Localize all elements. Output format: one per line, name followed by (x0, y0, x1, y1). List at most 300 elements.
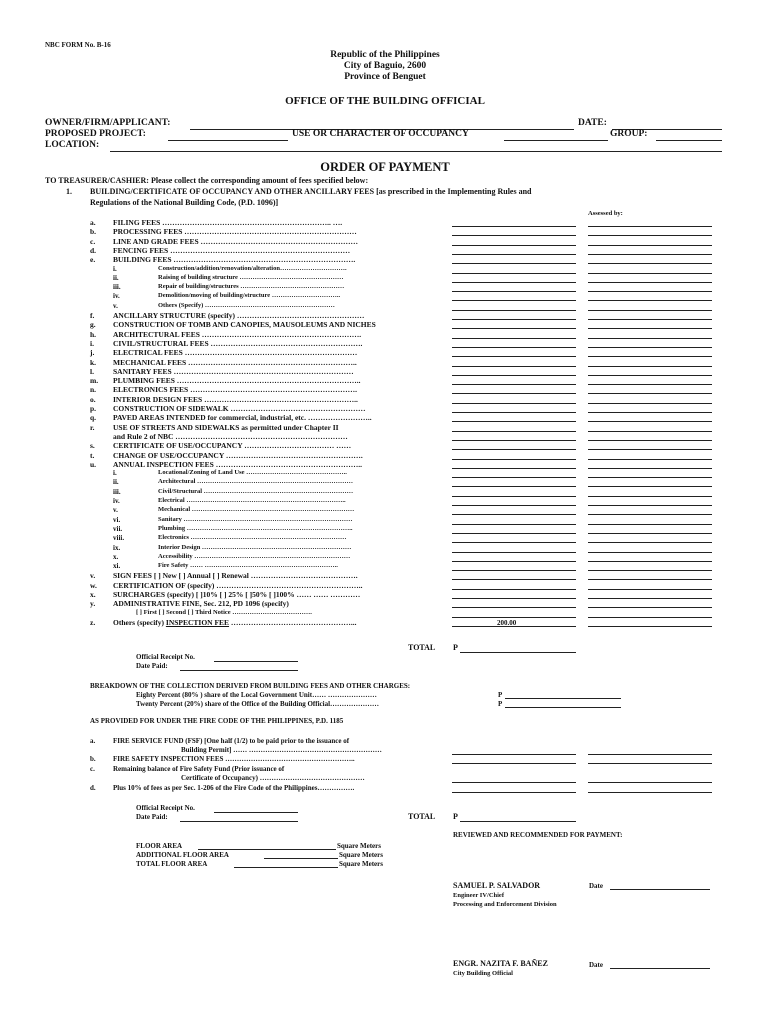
fee-amount-field[interactable] (452, 486, 576, 487)
fee-item-label (113, 358, 357, 367)
fee-amount-field[interactable] (452, 449, 576, 450)
fee-item-text: USE OF STREETS AND SIDEWALKS as permitted under Chapter II (113, 422, 339, 432)
assessed-by-field[interactable] (588, 486, 712, 487)
fee-item-text: CERTIFICATE OF USE/OCCUPANCY ……………………………… …… (113, 441, 352, 451)
assessed-by-field[interactable] (588, 254, 712, 255)
fee-item-label (113, 246, 350, 255)
fee-item-letter: h. (90, 329, 97, 339)
fire-code-title: AS PROVIDED FOR UNDER THE FIRE CODE OF THE PHILIPPINES, P.D. 1185 (90, 717, 344, 725)
total-floor-area-field[interactable] (234, 867, 338, 868)
fee-item-label (113, 311, 364, 320)
fee-item-text: SURCHARGES (specify) [ ]10% [ ] 25% [ ]50% [ ]100% …… …… ………… (113, 590, 361, 599)
floor-area-unit: Square Meters (337, 842, 381, 850)
fee-amount-field[interactable] (452, 468, 576, 469)
fee-item-label (158, 488, 353, 495)
fee-amount-field[interactable] (452, 366, 576, 367)
fee-item-label (136, 609, 312, 616)
fire-assessed-field[interactable] (588, 763, 712, 764)
fee-amount-field[interactable] (452, 617, 576, 618)
fire-amount-field[interactable] (452, 792, 576, 793)
assessed-by-field[interactable] (588, 589, 712, 590)
fee-amount-field[interactable] (452, 347, 576, 348)
fee-amount-field[interactable] (452, 505, 576, 506)
assessed-by-field[interactable] (588, 440, 712, 441)
total-floor-area-unit: Square Meters (339, 860, 383, 868)
assessed-by-field[interactable] (588, 356, 712, 357)
fee-amount-field[interactable] (452, 338, 576, 339)
fee-item-letter: c. (90, 236, 96, 246)
fire-total-peso-sign: P (453, 812, 458, 821)
signatory-1-date-label: Date (589, 882, 603, 890)
fee-item-letter: j. (90, 348, 95, 358)
fee-item-text: ELECTRONICS FEES …………………………………………………………. (113, 385, 357, 395)
assessed-by-field[interactable] (588, 375, 712, 376)
fee-item-letter: f. (90, 311, 95, 320)
fee-amount-field[interactable] (452, 310, 576, 311)
fee-item-text: Electronics ……………………………………………………………… (158, 534, 347, 542)
fee-item-underlined: INSPECTION FEE (165, 617, 230, 627)
assessed-by-field[interactable] (588, 226, 712, 227)
breakdown-obo-amount[interactable] (505, 707, 621, 708)
location-label: LOCATION: (45, 140, 100, 150)
fee-item-letter: iv. (113, 292, 120, 301)
assessed-by-field[interactable] (588, 524, 712, 525)
fee-item-text: Sanitary …………………………………………………………………… (158, 515, 353, 523)
assessed-by-field[interactable] (588, 579, 712, 580)
fee-item-label (113, 581, 363, 590)
fee-item-label (113, 255, 355, 264)
section-title-line2: Regulations of the National Building Code, (P.D. 1096)] (90, 198, 279, 207)
fee-item-text: Fire Safety …… …………………………………………………….. (158, 562, 338, 570)
fee-item-text: Construction/addition/renovation/alteration…………………………. (158, 264, 347, 272)
assessed-by-field[interactable] (588, 570, 712, 571)
fee-item-letter: vi. (113, 515, 121, 524)
fee-item-letter: ii. (113, 273, 119, 282)
fee-item-label (113, 385, 357, 394)
fire-assessed-field[interactable] (588, 754, 712, 755)
fee-item-text: LINE AND GRADE FEES ……………………………………………………… (113, 236, 359, 246)
inspection-fee-amount: 200.00 (497, 618, 517, 627)
assessed-by-field[interactable] (588, 459, 712, 460)
breakdown-title: BREAKDOWN OF THE COLLECTION DERIVED FROM BUILDING FEES AND OTHER CHARGES: (90, 682, 411, 690)
fee-item-label (158, 302, 335, 309)
fee-amount-field[interactable] (452, 254, 576, 255)
fee-item-letter: m. (90, 376, 99, 386)
fee-item-label (113, 330, 361, 339)
fee-item-letter: a. (90, 218, 96, 227)
fee-item-label (113, 423, 339, 432)
fire-item-letter: b. (90, 755, 96, 763)
floor-area-label: FLOOR AREA (136, 842, 183, 850)
fee-item-letter: b. (90, 227, 97, 237)
fee-item-label (113, 441, 351, 450)
fee-item-text: PAVED AREAS INTENDED for commercial, industrial, etc. …………………….. (113, 413, 372, 423)
assessed-by-field[interactable] (588, 291, 712, 292)
fire-item-letter: c. (90, 765, 95, 773)
official-receipt-field[interactable] (214, 661, 298, 662)
assessed-by-field[interactable] (588, 235, 712, 236)
owner-label: OWNER/FIRM/APPLICANT: (45, 118, 171, 128)
fire-assessed-field[interactable] (588, 792, 712, 793)
fee-item-label (113, 590, 360, 599)
fee-item-letter: iii. (113, 283, 121, 292)
assessed-by-field[interactable] (588, 384, 712, 385)
header-republic: Republic of the Philippines (330, 50, 440, 60)
fee-item-label (158, 292, 340, 299)
fee-item-letter: e. (90, 255, 96, 265)
section-title-line1: BUILDING/CERTIFICATE OF OCCUPANCY AND OTHER ANCILLARY FEES [as prescribed in the Implementing Rules and (90, 187, 532, 196)
reviewed-recommended-label: REVIEWED AND RECOMMENDED FOR PAYMENT: (453, 831, 623, 839)
assessed-by-label: Assessed by: (588, 210, 623, 217)
fee-item-text: Plumbing ………………………………………………………………….. (158, 524, 353, 532)
fee-amount-field[interactable] (452, 459, 576, 460)
fee-item-text: CONSTRUCTION OF SIDEWALK ……………………………………………… (113, 404, 366, 413)
fee-item-letter: xi. (113, 562, 121, 571)
fee-item-text: FENCING FEES ……………………………………………………………… (113, 245, 351, 255)
fee-item-letter: d. (90, 245, 97, 255)
fire-item-label: Plus 10% of fees as per Sec. 1-206 of the Fire Code of the Philippines……………. (113, 784, 355, 792)
fee-item-letter: p. (90, 404, 97, 413)
fee-amount-field[interactable] (452, 477, 576, 478)
fee-item-text: Mechanical ………………………………………………………………… (158, 506, 355, 514)
fee-item-letter: q. (90, 413, 97, 423)
fee-amount-field[interactable] (452, 245, 576, 246)
assessed-by-field[interactable] (588, 477, 712, 478)
assessed-by-field[interactable] (588, 552, 712, 553)
breakdown-lgu-amount[interactable] (505, 698, 621, 699)
assessed-by-field[interactable] (588, 273, 712, 274)
fee-item-letter: ii. (113, 478, 119, 487)
fee-amount-field[interactable] (452, 291, 576, 292)
location-field[interactable] (110, 151, 722, 152)
fee-item-text: ARCHITECTURAL FEES ………………………………………………………. (113, 329, 362, 339)
fee-item-letter: t. (90, 450, 95, 460)
fee-amount-field[interactable] (452, 384, 576, 385)
assessed-by-field[interactable] (588, 347, 712, 348)
fee-item-leader: …………………………………………... (229, 617, 357, 627)
total-floor-area-label: TOTAL FLOOR AREA (136, 860, 208, 868)
fee-item-label (158, 534, 347, 541)
group-label: GROUP: (610, 129, 648, 139)
fee-item-text: CERTIFICATION OF (specify) ………………………………………………….. (113, 580, 363, 590)
fee-item-label (113, 227, 357, 236)
fee-amount-field[interactable] (452, 393, 576, 394)
fire-amount-field[interactable] (452, 763, 576, 764)
fee-item-text: [ ] First [ ] Second [ ] Third Notice ………………………………. (136, 608, 312, 616)
fire-amount-field[interactable] (452, 782, 576, 783)
fee-item-label (113, 339, 362, 348)
assessed-by-field[interactable] (588, 393, 712, 394)
fee-item-letter: g. (90, 320, 96, 330)
assessed-by-field[interactable] (588, 542, 712, 543)
fee-item-letter: i. (113, 264, 117, 273)
fire-item-label-cont: Building Permit] …… ………………………………………………… (181, 746, 382, 754)
assessed-by-field[interactable] (588, 496, 712, 497)
signatory-1-name: SAMUEL P. SALVADOR (453, 881, 541, 890)
assessed-by-field[interactable] (588, 412, 712, 413)
fee-item-label (113, 460, 362, 469)
fee-item-text: Interior Design …………………………………………………………… (158, 543, 352, 551)
fee-item-text: SANITARY FEES ……………………………………………………………… (113, 366, 354, 376)
fee-item-text: ANNUAL INSPECTION FEES ………………………………………………….. (113, 459, 362, 469)
assessed-by-field[interactable] (588, 338, 712, 339)
total-label: TOTAL (408, 643, 436, 652)
assessed-by-field[interactable] (588, 328, 712, 329)
fee-item-label (158, 478, 353, 485)
assessed-by-field[interactable] (588, 561, 712, 562)
floor-area-field[interactable] (198, 849, 336, 850)
date-paid-label: Date Paid: (136, 662, 168, 670)
fee-item-text: Architectural ……………………………………………………………… (158, 478, 354, 486)
fee-item-label (158, 516, 352, 523)
fee-item-label (158, 506, 354, 513)
use-occupancy-field[interactable] (504, 140, 608, 141)
fire-item-label-cont: Certificate of Occupancy) ……………………………………… (181, 774, 365, 782)
signatory-1-division: Processing and Enforcement Division (453, 901, 557, 908)
fee-amount-field[interactable] (452, 533, 576, 534)
fee-item-text: Locational/Zoning of Land Use ……………………………………….. (158, 469, 347, 477)
fee-item-label (158, 274, 344, 281)
fee-amount-field[interactable] (452, 282, 576, 283)
fee-item-label (113, 348, 357, 357)
fee-amount-field[interactable] (452, 403, 576, 404)
breakdown-lgu-share: Eighty Percent (80% ) share of the Local Government Unit…… ………………… (136, 691, 377, 699)
fee-amount-field[interactable] (452, 375, 576, 376)
fee-item-letter: v. (113, 506, 118, 515)
signatory-1-title: Engineer IV/Chief (453, 892, 504, 899)
fee-amount-field[interactable] (452, 412, 576, 413)
fee-item-letter: iv. (113, 497, 120, 505)
fee-amount-field[interactable] (452, 226, 576, 227)
fee-item-label (113, 218, 342, 227)
fee-item-label (158, 553, 350, 560)
fee-item-text: CIVIL/STRUCTURAL FEES ……………………………………………………. (113, 338, 363, 348)
use-occupancy-label: USE OR CHARACTER OF OCCUPANCY (292, 129, 469, 139)
assessed-by-field[interactable] (588, 310, 712, 311)
fire-date-paid-field[interactable] (180, 821, 298, 822)
fee-item-label (158, 544, 351, 551)
section-number: 1. (66, 187, 72, 196)
fee-item-label (113, 404, 365, 413)
signatory-2-date-field[interactable] (610, 968, 710, 969)
fee-amount-field[interactable] (452, 542, 576, 543)
fee-item-text: PROCESSING FEES …………………………………………………………… (113, 227, 357, 237)
assessed-by-field[interactable] (588, 431, 712, 432)
fee-item-text: MECHANICAL FEES ………………………………………………………….. (113, 357, 357, 367)
fee-item-letter: w. (90, 580, 97, 590)
fee-item-text: and Rule 2 of NBC …………………………………………………………… (113, 431, 348, 441)
assessed-by-field[interactable] (588, 514, 712, 515)
fee-item-label (158, 525, 352, 532)
fee-item-letter: y. (90, 599, 96, 609)
breakdown-lgu-peso: P (498, 691, 503, 699)
date-label: DATE: (578, 118, 607, 128)
fee-item-letter: i. (90, 338, 94, 348)
fee-item-text: Others (Specify) …………………………………………………… (158, 301, 335, 309)
fee-item-text: Raising of building structure ………………………………………… (158, 273, 344, 281)
instruction-text: TO TREASURER/CASHIER: Please collect the corresponding amount of fees specified below: (45, 176, 369, 185)
order-of-payment-title: ORDER OF PAYMENT (320, 160, 450, 174)
fee-item-label (113, 451, 363, 460)
fee-item-letter: u. (90, 459, 97, 469)
assessed-by-field[interactable] (588, 533, 712, 534)
fee-item-label (158, 562, 338, 569)
assessed-by-field[interactable] (588, 263, 712, 264)
fee-amount-field[interactable] (452, 235, 576, 236)
fire-date-paid-label: Date Paid: (136, 813, 168, 821)
fee-item-letter: n. (90, 385, 97, 395)
fee-item-letter: iii. (113, 487, 121, 496)
fire-item-label: FIRE SAFETY INSPECTION FEES ……………………………………………….. (113, 755, 355, 763)
additional-floor-area-label: ADDITIONAL FLOOR AREA (136, 851, 229, 859)
fee-item-text: BUILDING FEES ………………………………………………………………. (113, 255, 356, 265)
fee-item-label (158, 469, 347, 476)
group-field[interactable] (656, 140, 722, 141)
assessed-by-field[interactable] (588, 421, 712, 422)
assessed-by-field[interactable] (588, 366, 712, 367)
fee-amount-field[interactable] (452, 431, 576, 432)
fee-amount-field[interactable] (452, 300, 576, 301)
fee-item-letter: v. (113, 301, 118, 310)
header-province: Province of Benguet (344, 72, 426, 82)
form-number: NBC FORM No. B-16 (45, 41, 111, 49)
fee-item-text: Civil/Structural …………………………………………………………… (158, 487, 354, 495)
fire-item-label: Remaining balance of Fire Safety Fund (Prior issuance of (113, 765, 285, 773)
fee-amount-field[interactable] (452, 524, 576, 525)
fee-item-label (113, 413, 372, 422)
breakdown-obo-peso: P (498, 700, 503, 708)
fee-item-text: ANCILLARY STRUCTURE (specify) …………………………………………… (113, 311, 365, 320)
assessed-by-field[interactable] (588, 626, 712, 627)
fee-amount-field[interactable] (452, 421, 576, 422)
fee-item-text: Demolition/moving of building/structure ………………………….. (158, 292, 341, 300)
assessed-by-field[interactable] (588, 449, 712, 450)
fee-item-label (113, 237, 358, 246)
signatory-1-date-field[interactable] (610, 889, 710, 890)
fee-item-letter: z. (90, 617, 96, 627)
fee-item-letter: o. (90, 394, 96, 404)
assessed-by-field[interactable] (588, 607, 712, 608)
project-label: PROPOSED PROJECT: (45, 129, 146, 139)
fee-amount-field[interactable] (452, 579, 576, 580)
fee-item-letter: r. (90, 422, 95, 432)
fee-amount-field[interactable] (452, 328, 576, 329)
fee-item-letter: i. (113, 469, 117, 478)
assessed-by-field[interactable] (588, 617, 712, 618)
assessed-by-field[interactable] (588, 468, 712, 469)
assessed-by-field[interactable] (588, 598, 712, 599)
fee-item-text: PLUMBING FEES ……………………………………………………………….. (113, 376, 361, 386)
additional-floor-area-unit: Square Meters (339, 851, 383, 859)
fee-item-label (113, 395, 358, 404)
fee-item-label (113, 432, 348, 441)
fire-total-amount-field[interactable] (460, 821, 576, 822)
fee-item-letter: viii. (113, 534, 125, 543)
assessed-by-field[interactable] (588, 505, 712, 506)
fee-item-text: Others (specify) (113, 617, 166, 627)
signatory-2-date-label: Date (589, 961, 603, 969)
assessed-by-field[interactable] (588, 319, 712, 320)
fee-item-letter: x. (90, 590, 96, 599)
fee-item-text: Electrical ……………………………………………………………….. (158, 497, 346, 504)
fee-item-text: Repair of building/structures ………………………………………… (158, 283, 345, 291)
fee-item-letter: vii. (113, 524, 123, 533)
fee-item-label (158, 265, 347, 272)
signatory-2-name: ENGR. NAZITA F. BAÑEZ (453, 959, 548, 968)
fee-item-letter: x. (113, 552, 119, 561)
fee-item-label (158, 283, 344, 290)
assessed-by-field[interactable] (588, 300, 712, 301)
fee-item-text: ELECTRICAL FEES …………………………………………………………… (113, 348, 358, 358)
fee-item-label (113, 320, 376, 329)
additional-floor-area-field[interactable] (264, 858, 338, 859)
fee-item-text: FILING FEES ………………………………………………………….. …. (113, 218, 343, 227)
fire-item-letter: a. (90, 737, 96, 745)
fire-item-letter: d. (90, 784, 96, 792)
fee-item-label (113, 599, 289, 608)
fee-item-text: CONSTRUCTION OF TOMB AND CANOPIES, MAUSOLEUMS AND NICHES (113, 320, 376, 330)
date-paid-field[interactable] (180, 670, 298, 671)
fee-item-label (113, 618, 357, 627)
fire-assessed-field[interactable] (588, 782, 712, 783)
total-amount-field[interactable] (460, 652, 576, 653)
signatory-2-title: City Building Official (453, 970, 513, 977)
project-field[interactable] (168, 140, 288, 141)
assessed-by-field[interactable] (588, 282, 712, 283)
fee-amount-field[interactable] (452, 440, 576, 441)
assessed-by-field[interactable] (588, 245, 712, 246)
fee-item-text: SIGN FEES [ ] New [ ] Annual [ ] Renewal ……………………………………. (113, 571, 358, 581)
fee-item-letter: v. (90, 571, 96, 581)
assessed-by-field[interactable] (588, 403, 712, 404)
fire-total-label: TOTAL (408, 812, 436, 821)
fee-amount-field[interactable] (452, 514, 576, 515)
fee-item-text: Accessibility ……………………………………………………………… (158, 552, 351, 560)
fee-item-text: CHANGE OF USE/OCCUPANCY ………………………………………………. (113, 450, 363, 460)
fee-amount-field[interactable] (452, 561, 576, 562)
office-title: OFFICE OF THE BUILDING OFFICIAL (285, 95, 485, 107)
fee-amount-field[interactable] (452, 552, 576, 553)
fee-amount-field[interactable] (452, 589, 576, 590)
fee-amount-field[interactable] (452, 607, 576, 608)
fee-amount-field[interactable] (452, 273, 576, 274)
fee-item-label (113, 367, 354, 376)
fee-item-letter: ix. (113, 543, 121, 552)
fee-amount-field[interactable] (452, 570, 576, 571)
fee-amount-field[interactable] (452, 496, 576, 497)
total-peso-sign: P (453, 643, 458, 652)
fee-item-text: INTERIOR DESIGN FEES …………………………………………………….. (113, 394, 358, 404)
fire-item-label: FIRE SERVICE FUND (FSF) [One half (1/2) to be paid prior to the issuance of (113, 737, 350, 745)
official-receipt-label: Official Receipt No. (136, 653, 195, 661)
fee-amount-field[interactable] (452, 319, 576, 320)
fire-official-receipt-field[interactable] (214, 812, 298, 813)
fee-amount-field[interactable] (452, 263, 576, 264)
fee-item-label (113, 376, 361, 385)
fee-item-letter: l. (90, 366, 94, 376)
fee-item-letter: s. (90, 441, 95, 451)
header-city: City of Baguio, 2600 (343, 61, 427, 71)
breakdown-obo-share: Twenty Percent (20%) share of the Office of the Building Official………………… (136, 700, 380, 708)
fee-item-label (113, 571, 358, 580)
fee-amount-field[interactable] (452, 598, 576, 599)
fee-item-letter: k. (90, 357, 97, 367)
fee-item-text: ADMINISTRATIVE FINE, Sec. 212, PD 1096 (specify) (113, 599, 289, 609)
fire-amount-field[interactable] (452, 754, 576, 755)
fee-amount-field[interactable] (452, 356, 576, 357)
fire-official-receipt-label: Official Receipt No. (136, 804, 195, 812)
fee-item-label (158, 497, 346, 504)
